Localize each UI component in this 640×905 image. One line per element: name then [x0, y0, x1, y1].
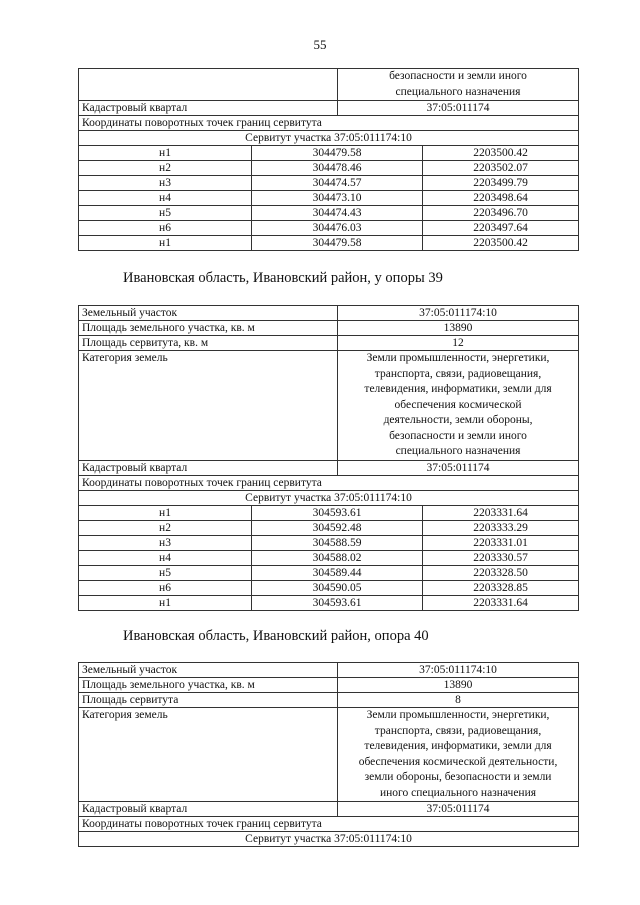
servitude-label-row: Сервитут участка 37:05:011174:10 [79, 490, 579, 505]
servitude-area-row: Площадь сервитута, кв. м 12 [79, 336, 579, 351]
table-row: н2 304592.48 2203333.29 [79, 520, 579, 535]
page-number: 55 [313, 37, 327, 52]
table-row: н1 304593.61 2203331.64 [79, 595, 579, 610]
cadastral-quarter-row: Кадастровый квартал 37:05:011174 [79, 460, 579, 475]
servitude-area-row: Площадь сервитута 8 [79, 693, 579, 708]
table-row: н5 304589.44 2203328.50 [79, 565, 579, 580]
servitude-table-40 [78, 662, 579, 847]
table-row: н5 304474.43 2203496.70 [79, 206, 579, 221]
table-row: н2 304478.46 2203502.07 [79, 161, 579, 176]
coords-label-row: Координаты поворотных точек границ сервитута [79, 817, 579, 832]
section-heading-40: Ивановская область, Ивановский район, опора 40 [123, 628, 429, 644]
category-value: Земли промышленности, энергетики, транспорта, связи, радиовещания, телевидения, информатики, земли для обеспечения космической деятельности, земли обороны, безопасности и земли иного специального назначения [338, 351, 579, 461]
category-value: безопасности и земли иного специального назначения [338, 69, 579, 101]
section-heading-39: Ивановская область, Ивановский район, у опоры 39 [123, 270, 443, 286]
land-plot-row: Земельный участок 37:05:011174:10 [79, 306, 579, 321]
servitude-table-continued [78, 68, 579, 251]
category-row: Категория земель Земли промышленности, энергетики, транспорта, связи, радиовещания, телевидения, информатики, земли для обеспечения космической деятельности, земли обороны, безопасности и земли иного специального назначения [79, 708, 579, 802]
servitude-label-row: Сервитут участка 37:05:011174:10 [79, 131, 579, 146]
plot-area-row: Площадь земельного участка, кв. м 13890 [79, 678, 579, 693]
table-row: н4 304473.10 2203498.64 [79, 191, 579, 206]
table-row: н6 304476.03 2203497.64 [79, 221, 579, 236]
plot-area-row: Площадь земельного участка, кв. м 13890 [79, 321, 579, 336]
category-value: Земли промышленности, энергетики, транспорта, связи, радиовещания, телевидения, информатики, земли для обеспечения космической деятельности, земли обороны, безопасности и земли иного специального назначения [338, 708, 579, 802]
table-row: н1 304479.58 2203500.42 [79, 236, 579, 251]
table-row: н6 304590.05 2203328.85 [79, 580, 579, 595]
land-plot-row: Земельный участок 37:05:011174:10 [79, 663, 579, 678]
servitude-table-39 [78, 305, 579, 611]
category-tail-row [79, 69, 579, 101]
table-row: н1 304479.58 2203500.42 [79, 146, 579, 161]
table-row: н4 304588.02 2203330.57 [79, 550, 579, 565]
coords-label-row: Координаты поворотных точек границ сервитута [79, 116, 579, 131]
servitude-label-row: Сервитут участка 37:05:011174:10 [79, 832, 579, 847]
table-row: н1 304593.61 2203331.64 [79, 505, 579, 520]
table-row: н3 304474.57 2203499.79 [79, 176, 579, 191]
cadastral-quarter-row: Кадастровый квартал 37:05:011174 [79, 802, 579, 817]
coords-label-row: Координаты поворотных точек границ сервитута [79, 475, 579, 490]
cadastral-quarter-row: Кадастровый квартал 37:05:011174 [79, 101, 579, 116]
category-row: Категория земель Земли промышленности, энергетики, транспорта, связи, радиовещания, телевидения, информатики, земли для обеспечения космической деятельности, земли обороны, безопасности и земли иного специального назначения [79, 351, 579, 461]
table-row: н3 304588.59 2203331.01 [79, 535, 579, 550]
